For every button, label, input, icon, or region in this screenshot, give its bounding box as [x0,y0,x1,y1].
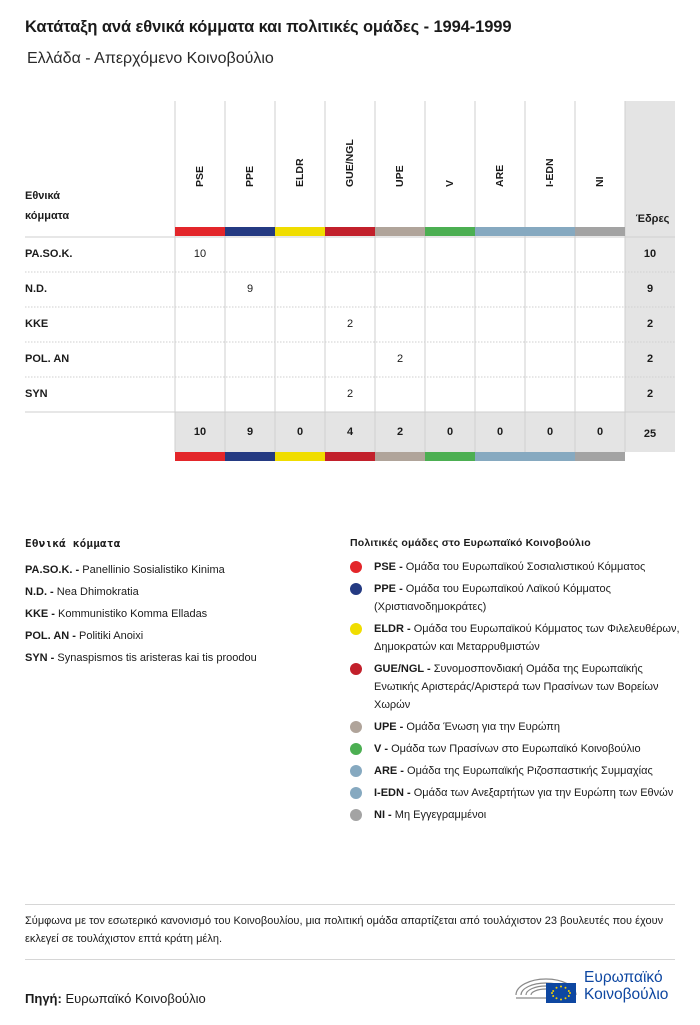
group-color-bar-bottom [375,452,425,461]
group-name: Ομάδα του Ευρωπαϊκού Κόμματος των Φιλελευθέρων, Δημοκρατών και Μεταρρυθμιστών [374,623,680,653]
group-total-cell: 0 [296,426,304,438]
group-color-bar-bottom [225,452,275,461]
group-color-dot-icon [350,787,362,799]
group-color-bar-bottom [275,452,325,461]
group-total-cell: 0 [546,426,554,438]
national-legend-item [25,559,325,581]
logo-wordmark: Ευρωπαϊκό Κοινοβούλιο [584,969,669,1003]
group-name: Ομάδα του Ευρωπαϊκού Σοσιαλιστικού Κόμματος [405,561,646,573]
party-code: PA.SO.K. - [25,564,80,576]
group-code: V - [374,743,389,755]
parliament-emblem-icon [512,965,580,1005]
group-color-bar-top [575,227,625,236]
group-name: Ομάδα των Ανεξαρτήτων για την Ευρώπη των Εθνών [413,787,674,799]
group-name: Ομάδα του Ευρωπαϊκού Λαϊκού Κόμματος (Χριστιανοδημοκράτες) [374,583,611,613]
group-total-cell: 0 [446,426,454,438]
group-legend-item [350,806,680,824]
party-row-label: POL. AN [25,353,70,365]
european-parliament-logo [512,965,677,1005]
group-total-cell: 0 [596,426,604,438]
group-color-dot-icon [350,809,362,821]
group-code: ELDR - [374,623,411,635]
row-total-seats: 2 [646,318,654,330]
national-legend-item [25,647,325,669]
row-total-seats: 2 [646,353,654,365]
group-color-bar-top [175,227,225,236]
source-value: Ευρωπαϊκό Κοινοβούλιο [65,991,206,1006]
group-color-dot-icon [350,721,362,733]
party-row-label: PA.SO.K. [25,248,73,260]
group-column-header: PSE [194,165,206,187]
group-color-bar-bottom [525,452,575,461]
political-groups-legend [350,537,680,828]
party-code: N.D. - [25,586,54,598]
group-total-cell: 4 [346,426,354,438]
source-label: Πηγή: [25,991,62,1006]
group-color-bar-bottom [475,452,525,461]
national-parties-header: Εθνικά κόμματα [25,190,70,222]
group-color-dot-icon [350,623,362,635]
groups-legend-list [350,558,680,824]
seat-value-cell: 2 [396,353,404,365]
group-color-dot-icon [350,663,362,675]
group-color-dot-icon [350,743,362,755]
group-color-bar-bottom [325,452,375,461]
seats-table [25,101,675,463]
page-subtitle: Ελλάδα - Απερχόμενο Κοινοβούλιο [27,50,274,67]
group-name: Συνομοσπονδιακή Ομάδα της Ευρωπαϊκής Ενωτικής Αριστεράς/Αριστερά των Πρασίνων των Βορείων Χωρών [374,663,659,711]
group-legend-item [350,580,680,616]
group-legend-item [350,660,680,714]
group-code: UPE - [374,721,404,733]
group-column-header: ELDR [294,158,306,187]
national-legend-item [25,603,325,625]
group-color-bar-bottom [575,452,625,461]
group-code: NI - [374,809,392,821]
group-legend-item [350,620,680,656]
group-column-header: PPE [244,165,256,187]
group-column-header: NI [594,176,606,187]
grand-total-seats: 25 [643,428,657,440]
national-legend-list [25,559,325,669]
row-total-seats: 2 [646,388,654,400]
group-code: I-EDN - [374,787,411,799]
party-name: Nea Dhimokratia [56,586,139,598]
group-code: PPE - [374,583,403,595]
group-color-dot-icon [350,583,362,595]
group-legend-item [350,740,680,758]
party-row-label: N.D. [25,283,47,295]
seats-header: Έδρες [635,213,670,225]
group-color-bar-top [525,227,575,236]
seat-value-cell: 2 [346,318,354,330]
party-code: SYN - [25,652,55,664]
party-row-label: KKE [25,318,49,330]
group-color-bar-bottom [175,452,225,461]
party-row-label: SYN [25,388,48,400]
group-legend-item [350,558,680,576]
party-name: Politiki Anoixi [79,630,144,642]
group-column-header: V [444,179,456,187]
group-name: Μη Εγγεγραμμένοι [394,809,487,821]
national-parties-legend [25,537,325,669]
group-code: ARE - [374,765,404,777]
page-title: Κατάταξη ανά εθνικά κόμματα και πολιτικές ομάδες - 1994-1999 [25,18,512,36]
party-name: Kommunistiko Komma Elladas [58,608,208,620]
group-code: GUE/NGL - [374,663,431,675]
row-total-seats: 10 [643,248,657,260]
seat-value-cell: 9 [246,283,254,295]
national-legend-item [25,581,325,603]
group-name: Ομάδα Ένωση για την Ευρώπη [406,721,561,733]
group-total-cell: 0 [496,426,504,438]
national-legend-heading: Εθνικά κόμματα [25,537,121,550]
group-legend-item [350,718,680,736]
group-color-bar-top [275,227,325,236]
group-color-bar-top [225,227,275,236]
group-color-bar-bottom [425,452,475,461]
group-column-header: ARE [494,164,506,187]
seat-value-cell: 10 [193,248,207,260]
group-color-bar-top [375,227,425,236]
party-name: Panellinio Sosialistiko Kinima [82,564,225,576]
party-name: Synaspismos tis aristeras kai tis proodou [57,652,257,664]
seat-value-cell: 2 [346,388,354,400]
group-legend-item [350,762,680,780]
group-color-dot-icon [350,765,362,777]
rules-note: Σύμφωνα με τον εσωτερικό κανονισμό του Κοινοβουλίου, μια πολιτική ομάδα απαρτίζεται από τουλάχιστον 23 βουλευτές που έχουν εκλεγεί σε τουλάχιστον επτά κράτη μέλη. [25,904,675,960]
group-color-bar-top [425,227,475,236]
group-total-cell: 10 [193,426,207,438]
group-total-cell: 2 [396,426,404,438]
party-code: KKE - [25,608,55,620]
national-legend-item [25,625,325,647]
group-code: PSE - [374,561,403,573]
row-total-seats: 9 [646,283,654,295]
group-name: Ομάδα της Ευρωπαϊκής Ριζοσπαστικής Συμμαχίας [407,765,653,777]
group-color-dot-icon [350,561,362,573]
group-total-cell: 9 [246,426,254,438]
group-column-header: UPE [394,165,406,187]
party-code: POL. AN - [25,630,76,642]
group-color-bar-top [325,227,375,236]
group-column-header: I-EDN [544,158,556,187]
groups-legend-heading: Πολιτικές ομάδες στο Ευρωπαϊκό Κοινοβούλιο [350,537,591,549]
source-line [25,991,206,1006]
group-column-header: GUE/NGL [344,139,356,187]
group-legend-item [350,784,680,802]
group-color-bar-top [475,227,525,236]
group-name: Ομάδα των Πρασίνων στο Ευρωπαϊκό Κοινοβούλιο [391,743,641,755]
